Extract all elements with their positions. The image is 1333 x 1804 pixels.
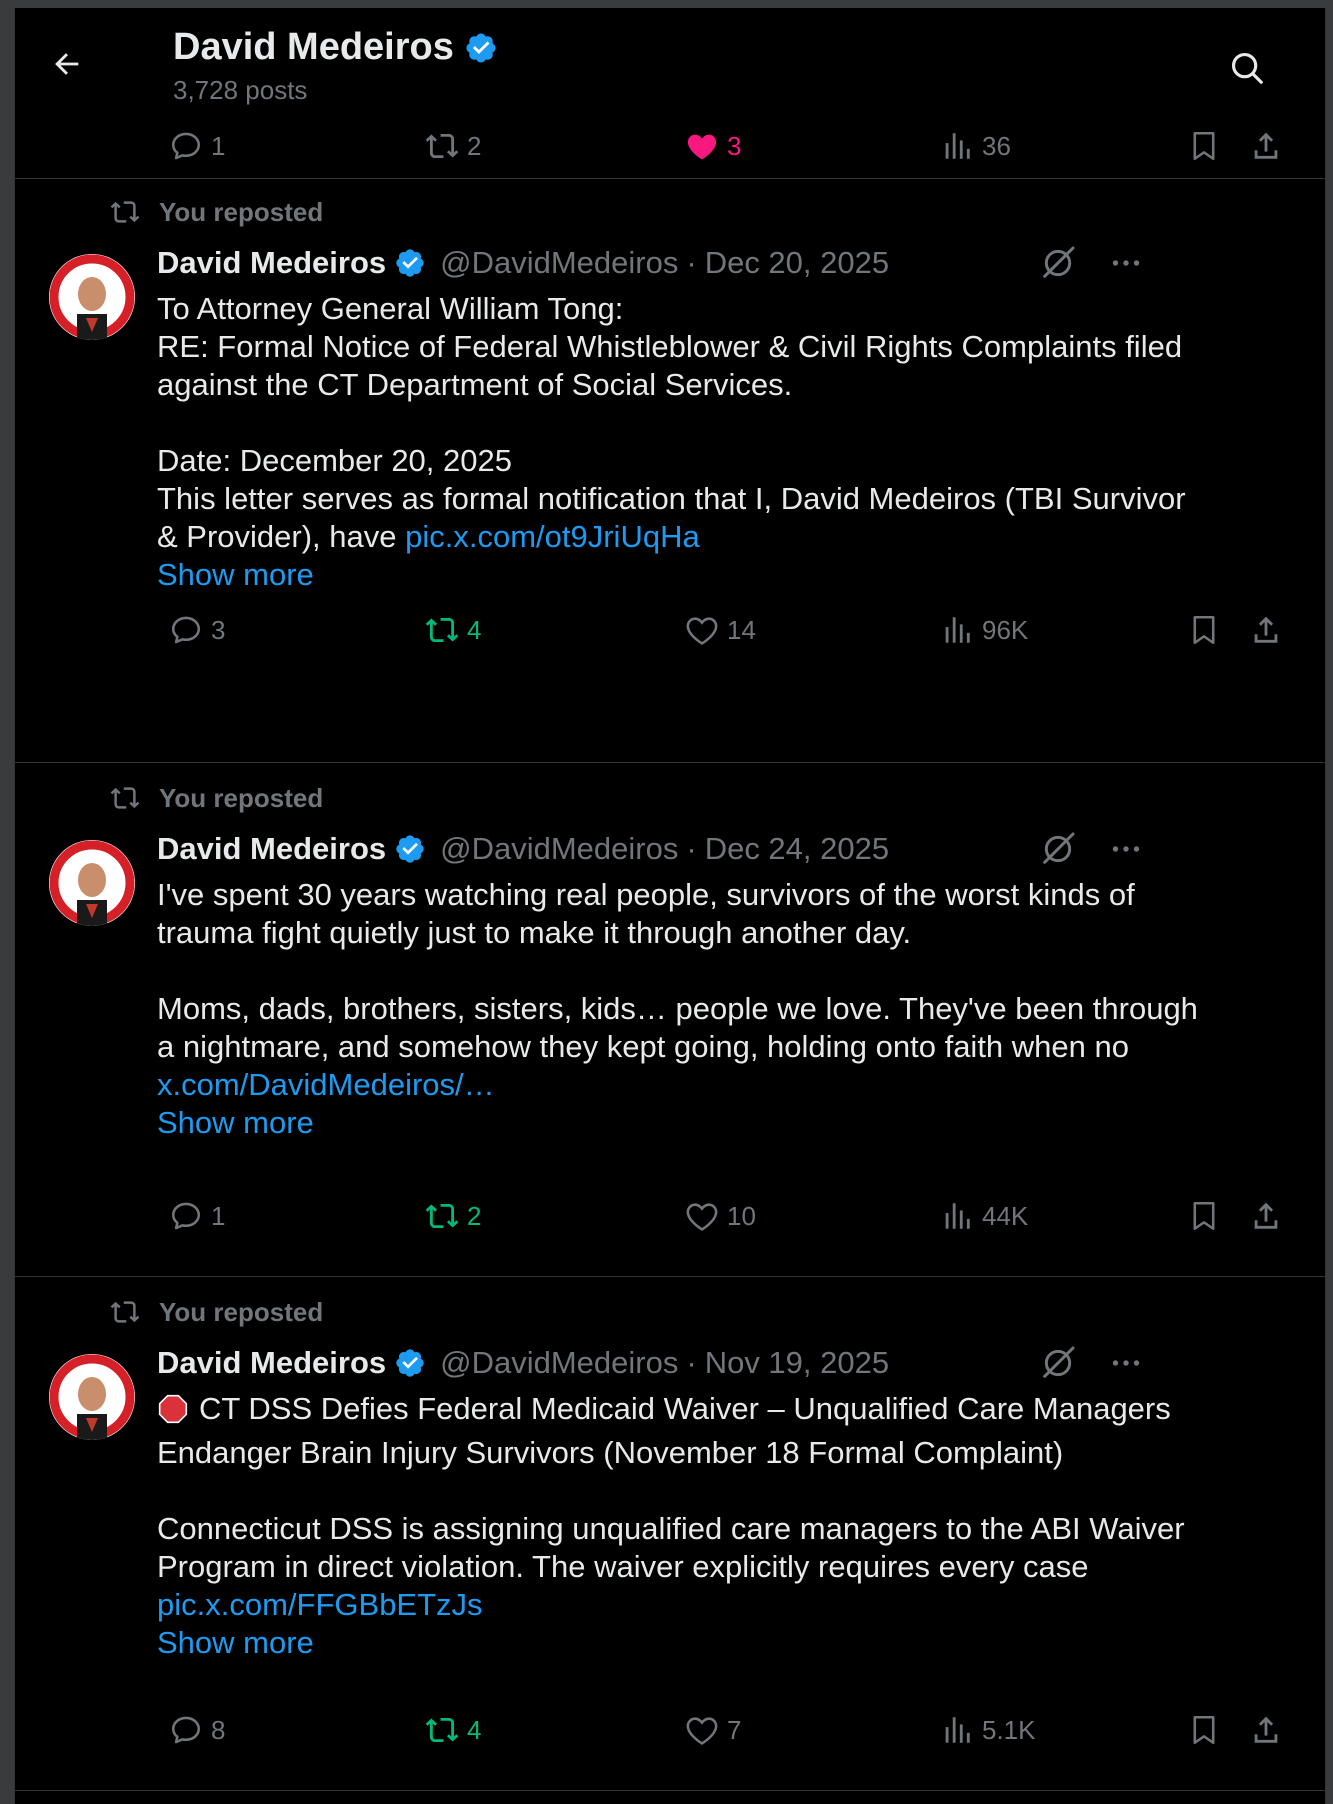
repost-indicator	[103, 1294, 323, 1330]
verified-badge-icon	[394, 833, 426, 865]
tweet-line	[157, 518, 1307, 556]
show-more-link[interactable]: Show more	[157, 1105, 314, 1140]
grok-icon	[1038, 243, 1078, 283]
tweet-line: trauma fight quietly just to make it through another day.	[157, 915, 912, 950]
tweet-text	[157, 876, 1307, 1142]
bookmark-icon	[1187, 613, 1221, 647]
grok-icon	[1038, 829, 1078, 869]
views-count: 96K	[982, 614, 1029, 645]
more-dots-icon	[1108, 1345, 1144, 1381]
timeline-column	[14, 8, 1326, 1804]
tweet-line: Program in direct violation. The waiver explicitly requires every case	[157, 1549, 1089, 1584]
views-count: 44K	[982, 1200, 1029, 1231]
repost-icon	[425, 1713, 459, 1747]
profile-header	[15, 8, 1325, 118]
divider	[15, 178, 1325, 179]
repost-label: You reposted	[159, 196, 324, 227]
repost-icon	[425, 613, 459, 647]
tweet-date[interactable]: Dec 24, 2025	[704, 831, 890, 866]
reply-icon	[169, 129, 203, 163]
tweet-header	[157, 238, 889, 288]
separator-dot: ·	[686, 245, 697, 280]
bookmark-button[interactable]	[1187, 610, 1221, 650]
separator-dot: ·	[686, 831, 697, 866]
views-button[interactable]	[940, 1710, 1036, 1750]
repost-icon	[110, 1297, 140, 1327]
like-button[interactable]	[685, 1710, 741, 1750]
tweet-line: I've spent 30 years watching real people, survivors of the worst kinds of	[157, 877, 1135, 912]
reply-count: 8	[211, 1714, 226, 1745]
header-title-block	[173, 26, 498, 106]
tweet-header	[157, 1338, 889, 1388]
repost-icon	[425, 1199, 459, 1233]
like-button[interactable]	[685, 126, 741, 166]
repost-count: 2	[467, 130, 482, 161]
author-name[interactable]: David Medeiros	[157, 245, 387, 280]
back-button[interactable]	[47, 44, 87, 84]
tweet-text	[157, 290, 1307, 594]
like-button[interactable]	[685, 1196, 756, 1236]
share-button[interactable]	[1249, 1710, 1283, 1750]
like-count: 10	[727, 1200, 756, 1231]
tweet[interactable]	[15, 1294, 1325, 1794]
tweet-line: Moms, dads, brothers, sisters, kids… people we love. They've been through	[157, 991, 1198, 1026]
tweet-line: a nightmare, and somehow they kept going, holding onto faith when no	[157, 1029, 1129, 1064]
reply-icon	[169, 1713, 203, 1747]
share-icon	[1249, 1199, 1283, 1233]
search-icon	[1228, 49, 1266, 87]
action-bar-previous	[155, 126, 1305, 166]
post-count: 3,728 posts	[173, 75, 308, 105]
tweet-link[interactable]: pic.x.com/FFGBbETzJs	[157, 1587, 483, 1622]
avatar[interactable]	[49, 840, 135, 926]
more-options-button[interactable]	[1103, 240, 1149, 286]
action-bar	[155, 610, 1305, 650]
tweet-link[interactable]: x.com/DavidMedeiros/…	[157, 1067, 495, 1102]
heart-icon	[685, 1199, 719, 1233]
tweet-line: Date: December 20, 2025	[157, 443, 512, 478]
views-count: 36	[982, 130, 1011, 161]
share-icon	[1249, 129, 1283, 163]
heart-icon	[685, 129, 719, 163]
bookmark-button[interactable]	[1187, 1196, 1221, 1236]
tweet-line: against the CT Department of Social Services.	[157, 367, 793, 402]
reply-icon	[169, 1199, 203, 1233]
views-icon	[940, 1713, 974, 1747]
divider	[15, 1276, 1325, 1277]
reply-count: 1	[211, 130, 226, 161]
repost-label: You reposted	[159, 782, 324, 813]
author-handle[interactable]: @DavidMedeiros	[440, 245, 679, 280]
repost-icon	[110, 783, 140, 813]
repost-label: You reposted	[159, 1296, 324, 1327]
like-count: 14	[727, 614, 756, 645]
author-name[interactable]: David Medeiros	[157, 831, 387, 866]
tweet-date[interactable]: Dec 20, 2025	[704, 245, 890, 280]
grok-button[interactable]	[1035, 826, 1081, 872]
repost-indicator	[103, 194, 323, 230]
tweet-line: To Attorney General William Tong:	[157, 291, 624, 326]
reply-button[interactable]	[169, 126, 225, 166]
bookmark-button[interactable]	[1187, 1710, 1221, 1750]
author-name[interactable]: David Medeiros	[157, 1345, 387, 1380]
repost-button[interactable]	[425, 610, 481, 650]
tweet-line: Endanger Brain Injury Survivors (November 18 Formal Complaint)	[157, 1435, 1064, 1470]
share-icon	[1249, 613, 1283, 647]
tweet-line	[157, 1390, 1307, 1434]
reply-button[interactable]	[169, 610, 225, 650]
like-button[interactable]	[685, 610, 756, 650]
grok-button[interactable]	[1035, 1340, 1081, 1386]
reply-button[interactable]	[169, 1196, 225, 1236]
stop-sign-emoji	[157, 1393, 189, 1434]
tweet-line: Connecticut DSS is assigning unqualified care managers to the ABI Waiver	[157, 1511, 1185, 1546]
tweet-line-text: CT DSS Defies Federal Medicaid Waiver – Unqualified Care Managers	[199, 1391, 1171, 1426]
more-options-button[interactable]	[1103, 1340, 1149, 1386]
reply-count: 3	[211, 614, 226, 645]
more-dots-icon	[1108, 831, 1144, 867]
repost-button[interactable]	[425, 126, 481, 166]
tweet-line-text: & Provider), have	[157, 519, 406, 554]
views-button[interactable]	[940, 126, 1011, 166]
search-button[interactable]	[1225, 46, 1269, 90]
divider	[15, 762, 1325, 763]
verified-badge-icon	[394, 247, 426, 279]
bookmark-icon	[1187, 129, 1221, 163]
tweet-link[interactable]: pic.x.com/ot9JriUqHa	[405, 519, 700, 554]
author-handle[interactable]: @DavidMedeiros	[440, 1345, 679, 1380]
reply-button[interactable]	[169, 1710, 225, 1750]
repost-icon	[425, 129, 459, 163]
like-count: 3	[727, 130, 742, 161]
arrow-left-icon	[50, 47, 84, 81]
grok-button[interactable]	[1035, 240, 1081, 286]
action-bar	[155, 1710, 1305, 1750]
tweet[interactable]	[15, 780, 1325, 1280]
verified-badge-icon	[394, 1347, 426, 1379]
more-dots-icon	[1108, 245, 1144, 281]
tweet-header	[157, 824, 889, 874]
repost-count: 4	[467, 614, 482, 645]
views-button[interactable]	[940, 1196, 1028, 1236]
reply-count: 1	[211, 1200, 226, 1231]
show-more-link[interactable]: Show more	[157, 1625, 314, 1660]
avatar[interactable]	[49, 254, 135, 340]
tweet-line: RE: Formal Notice of Federal Whistleblower & Civil Rights Complaints filed	[157, 329, 1183, 364]
tweet[interactable]	[15, 194, 1325, 694]
page-title: David Medeiros	[173, 26, 454, 68]
repost-indicator	[103, 780, 323, 816]
tweet-line: This letter serves as formal notification that I, David Medeiros (TBI Survivor	[157, 481, 1186, 516]
tweet-line	[157, 1472, 1307, 1510]
heart-icon	[685, 1713, 719, 1747]
repost-button[interactable]	[425, 1710, 481, 1750]
bookmark-button[interactable]	[1187, 126, 1221, 166]
share-button[interactable]	[1249, 1196, 1283, 1236]
repost-count: 4	[467, 1714, 482, 1745]
tweet-date[interactable]: Nov 19, 2025	[704, 1345, 890, 1380]
tweet-line	[157, 404, 1307, 442]
author-handle[interactable]: @DavidMedeiros	[440, 831, 679, 866]
share-button[interactable]	[1249, 126, 1283, 166]
views-button[interactable]	[940, 610, 1028, 650]
repost-count: 2	[467, 1200, 482, 1231]
verified-badge-icon	[464, 31, 498, 65]
tweet-line	[157, 952, 1307, 990]
share-icon	[1249, 1713, 1283, 1747]
reply-icon	[169, 613, 203, 647]
views-icon	[940, 1199, 974, 1233]
show-more-link[interactable]: Show more	[157, 557, 314, 592]
repost-icon	[110, 197, 140, 227]
grok-icon	[1038, 1343, 1078, 1383]
tweet-text	[157, 1390, 1307, 1662]
views-icon	[940, 129, 974, 163]
more-options-button[interactable]	[1103, 826, 1149, 872]
avatar[interactable]	[49, 1354, 135, 1440]
views-count: 5.1K	[982, 1714, 1036, 1745]
bookmark-icon	[1187, 1713, 1221, 1747]
separator-dot: ·	[686, 1345, 697, 1380]
share-button[interactable]	[1249, 610, 1283, 650]
like-count: 7	[727, 1714, 742, 1745]
bookmark-icon	[1187, 1199, 1221, 1233]
views-icon	[940, 613, 974, 647]
divider	[15, 1790, 1325, 1791]
action-bar	[155, 1196, 1305, 1236]
repost-button[interactable]	[425, 1196, 481, 1236]
heart-icon	[685, 613, 719, 647]
